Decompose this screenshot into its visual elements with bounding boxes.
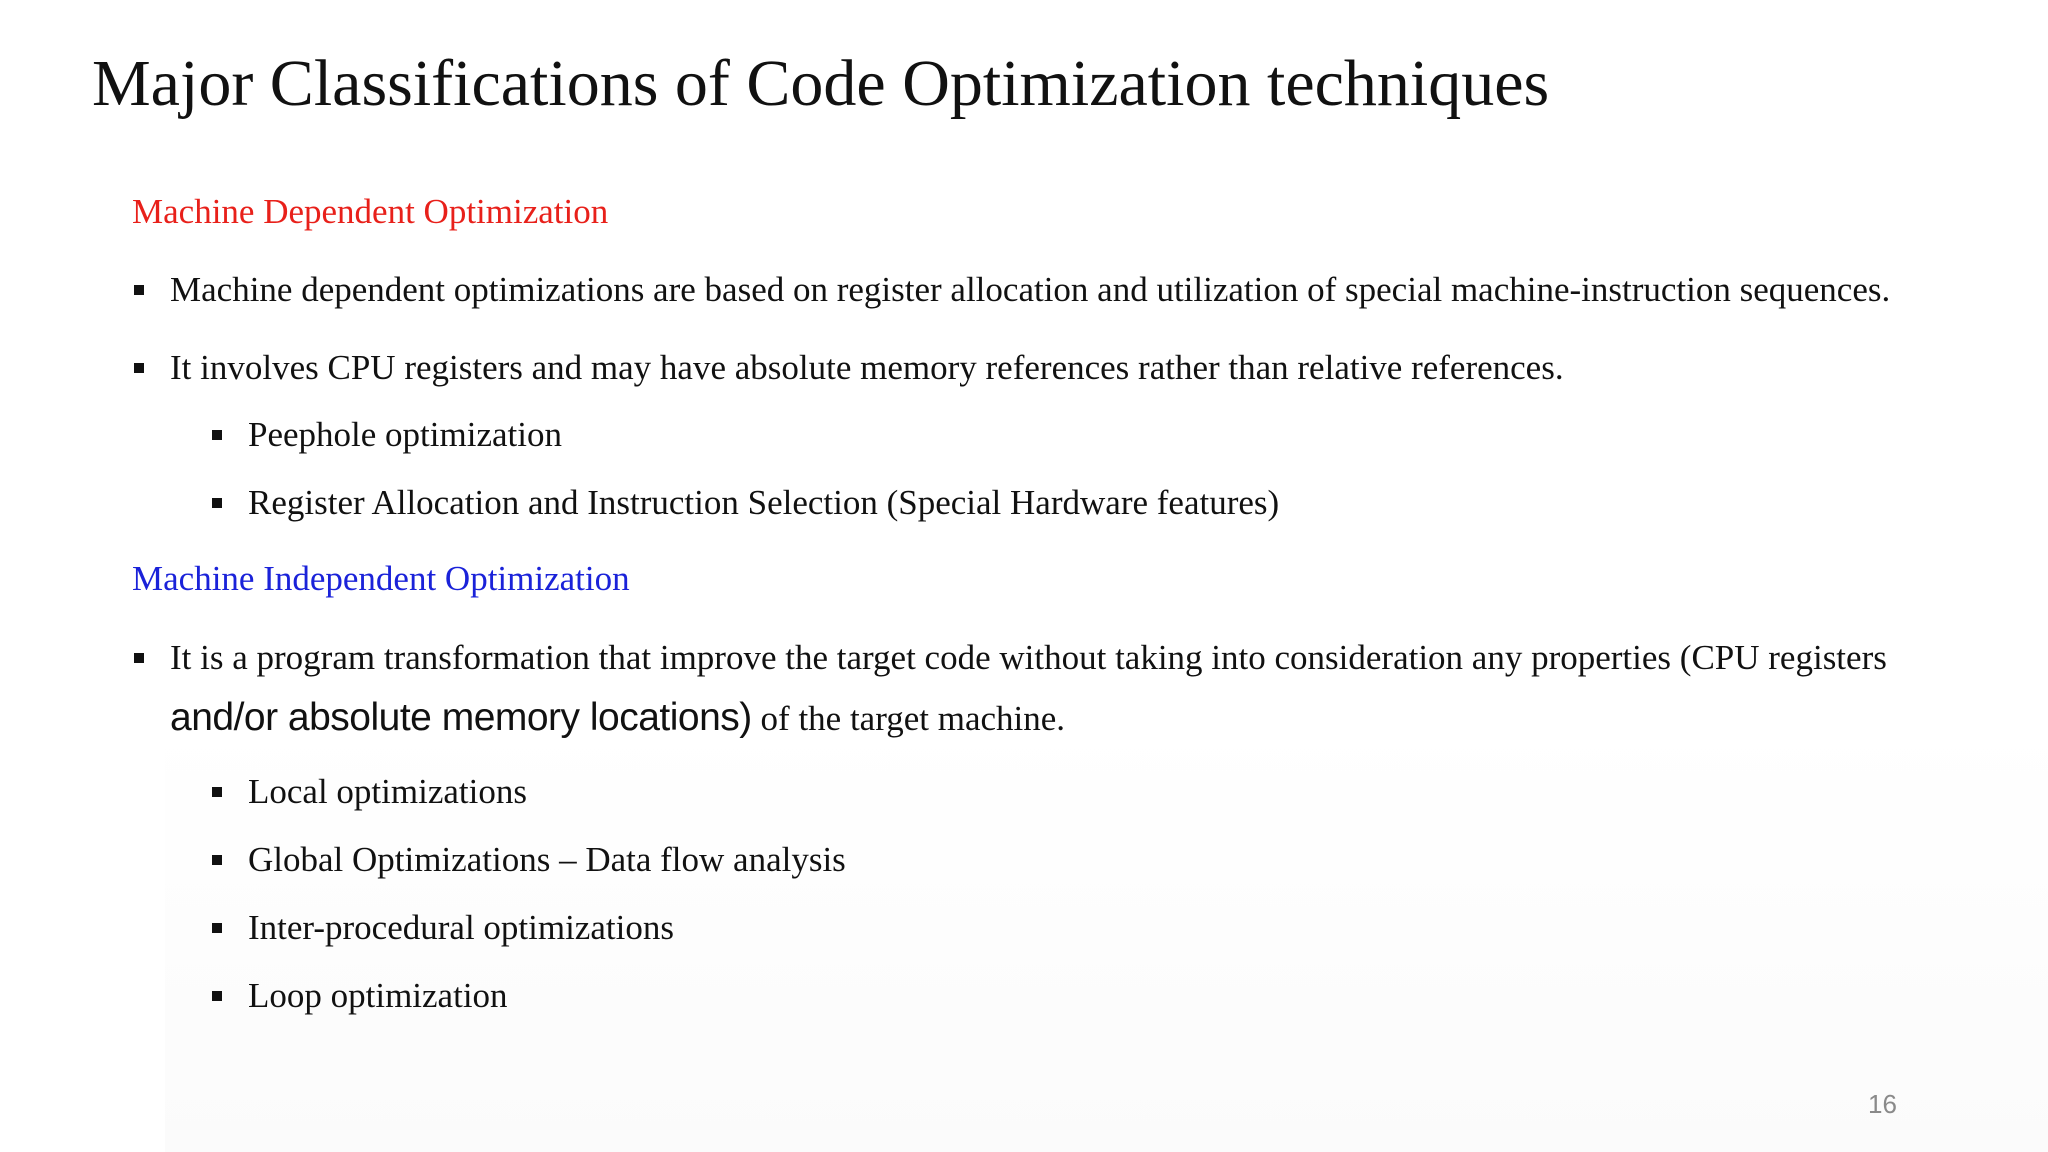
- bullet-continuation-text: of the target machine.: [751, 699, 1066, 738]
- sub-bullet-item: Loop optimization: [248, 974, 508, 1018]
- bullet-continuation: [170, 696, 1065, 741]
- sub-bullet-item: Local optimizations: [248, 770, 527, 814]
- sub-bullet-item: Register Allocation and Instruction Selection (Special Hardware features): [248, 481, 1279, 525]
- page-number: 16: [1868, 1089, 1897, 1119]
- machine-independent-heading: Machine Independent Optimization: [132, 559, 630, 598]
- bullet-item: It involves CPU registers and may have absolute memory references rather than relative references.: [170, 346, 1564, 390]
- sub-bullet-item: Inter-procedural optimizations: [248, 906, 674, 950]
- bullet-item: It is a program transformation that improve the target code without taking into consideration any properties (CPU registers: [170, 636, 1887, 680]
- sub-bullet-item: Peephole optimization: [248, 413, 562, 457]
- slide-title: Major Classifications of Code Optimization techniques: [92, 47, 1550, 120]
- bullet-item: Machine dependent optimizations are based on register allocation and utilization of special machine-instruction sequences.: [170, 268, 1890, 312]
- machine-dependent-heading: Machine Dependent Optimization: [132, 192, 609, 231]
- sub-bullet-item: Global Optimizations – Data flow analysis: [248, 838, 846, 882]
- bullet-continuation-emphasis: and/or absolute memory locations): [170, 696, 752, 739]
